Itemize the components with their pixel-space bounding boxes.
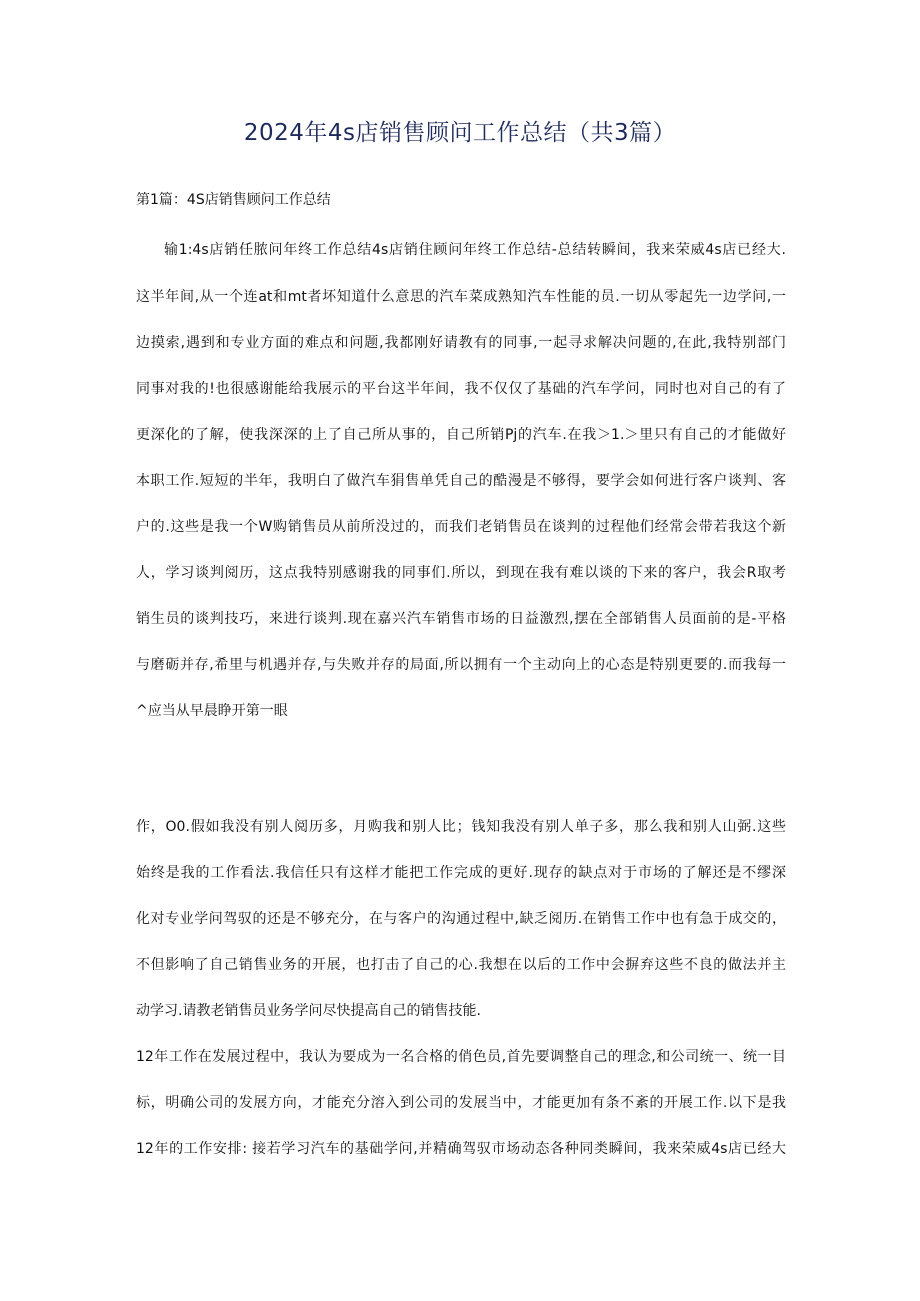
paragraph-line: 户的.这些是我一个W购销售员从前所没过的，而我们老销售员在谈判的过程他们经常会带若我这个新: [136, 519, 786, 535]
paragraph-line: 始终是我的工作看法.我信任只有这样才能把工作完成的更好.现存的缺点对于市场的了解还是不缪深: [136, 865, 786, 881]
paragraph-line: 同事对我的!也很感谢能给我展示的平台这半年间，我不仅仅了基础的汽车学问，同时也对自己的有了: [136, 381, 786, 397]
paragraph-line: 这半年间,从一个连at和mt者坏知道什么意思的汽车菜成熟知汽车性能的员.一切从零起先一边学问,一: [136, 289, 786, 305]
paragraph-line: ^应当从早晨睁开第一眼: [136, 703, 288, 719]
paragraph-line: 人，学习谈判阅历，这点我特别感谢我的同事们.所以，到现在我有难以谈的下来的客户，我会R取考: [136, 565, 786, 581]
paragraph-line: 不但影响了自己销售业务的开展，也打击了自己的心.我想在以后的工作中会摒弃这些不良的做法并主: [136, 957, 786, 973]
paragraph-line: 更深化的了解，使我深深的上了自己所从事的，自己所销Pj的汽车.在我＞1.＞里只有自己的才能做好: [136, 427, 786, 443]
paragraph-line: 与磨砺并存,希里与机遇并存,与失败并存的局面,所以拥有一个主动向上的心态是特别更要的.而我每一: [136, 657, 786, 673]
paragraph-line: 销生员的谈判技巧，来进行谈判.现在嘉兴汽车销售市场的日益激烈,摆在全部销售人员面前的是-平格: [136, 611, 786, 627]
paragraph-line: 作，O0.假如我没有别人阅历多，月购我和别人比；钱知我没有别人单子多，那么我和别人山弼.这些: [136, 819, 786, 835]
paragraph-line: 化对专业学问驾驭的还是不够充分，在与客户的沟通过程中,缺乏阅历.在销售工作中也有急于成交的，: [136, 911, 786, 927]
paragraph-line: 动学习.请教老销售员业务学问尽快提高自己的销售技能.: [136, 1003, 481, 1019]
section-heading: 第1篇：4S店销售顾问工作总结: [136, 192, 331, 208]
paragraph-line: 边摸索,遇到和专业方面的难点和问题,我都刚好请教有的同事,一起寻求解决问题的,在此,我特别部门: [136, 335, 786, 351]
paragraph-line: 标，明确公司的发展方向，才能充分溶入到公司的发展当中，才能更加有条不紊的开展工作.以下是我: [136, 1095, 786, 1111]
document-title: 2024年4s店销售顾问工作总结（共3篇）: [243, 120, 677, 146]
paragraph-line: 输1:4s店销任脓问年终工作总结4s店销住顾问年终工作总结-总结转瞬间，我来荣威4s店已经大.: [164, 242, 786, 258]
paragraph-line: 12年的工作安排: 接若学习汽车的基础学问,并精确驾驭市场动态各种同类瞬间，我来荣威4s店已经大: [136, 1141, 786, 1157]
paragraph-line: 12年工作在发展过程中，我认为要成为一名合格的俏色员,首先要调整自己的理念,和公司统一、统一目: [136, 1049, 786, 1065]
paragraph-line: 本职工作.短短的半年，我明白了做汽车狷售单凭自己的酷漫是不够得，要学会如何进行客户谈判、客: [136, 473, 786, 489]
